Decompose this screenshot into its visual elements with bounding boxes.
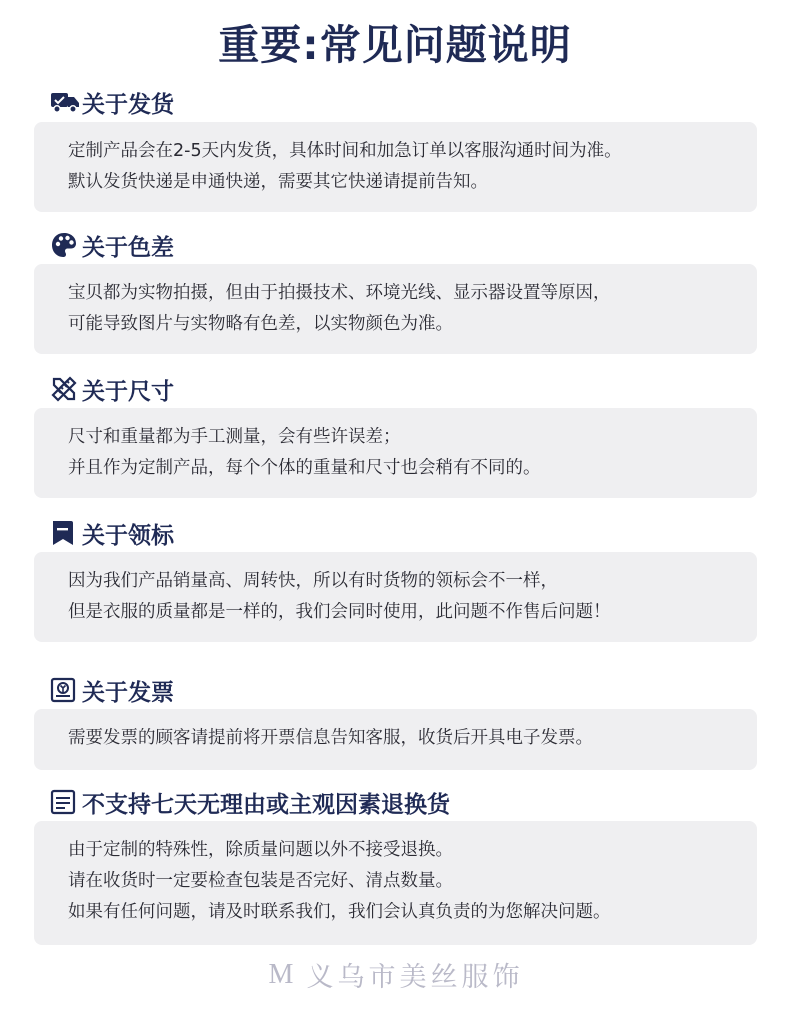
page-title: 重要:常见问题说明 xyxy=(218,21,572,69)
section-heading-returns xyxy=(50,787,450,817)
shop-name: 义乌市美丝服饰 xyxy=(306,961,524,993)
section-heading-label: 关于尺寸 xyxy=(82,378,174,405)
shop-logo xyxy=(267,959,299,989)
card-line: 如果有任何问题，请及时联系我们，我们会认真负责的为您解决问题。 xyxy=(68,902,611,922)
section-heading-label: 关于发货 xyxy=(82,91,174,118)
card-line: 可能导致图片与实物略有色差，以实物颜色为准。 xyxy=(68,314,453,334)
label-tag-icon xyxy=(50,519,82,547)
card-line: 因为我们产品销量高、周转快，所以有时货物的领标会不一样， xyxy=(68,571,558,591)
section-heading-label: 关于色差 xyxy=(82,234,174,261)
footer-watermark xyxy=(0,952,790,996)
card-line: 由于定制的特殊性，除质量问题以外不接受退换。 xyxy=(68,840,453,860)
section-heading-color xyxy=(50,230,174,260)
section-card-shipping xyxy=(34,122,757,212)
section-heading-label-tag xyxy=(50,518,174,548)
truck-icon xyxy=(50,88,82,116)
section-heading-label: 关于领标 xyxy=(82,522,174,549)
card-line: 并且作为定制产品，每个个体的重量和尺寸也会稍有不同的。 xyxy=(68,458,541,478)
card-line: 宝贝都为实物拍摄，但由于拍摄技术、环境光线、显示器设置等原因， xyxy=(68,283,611,303)
invoice-icon xyxy=(50,676,82,704)
section-heading-invoice xyxy=(50,675,174,705)
section-heading-label: 不支持七天无理由或主观因素退换货 xyxy=(82,791,450,818)
section-heading-shipping xyxy=(50,87,174,117)
ruler-pencil-icon xyxy=(50,375,82,403)
shop-logo-letter: M xyxy=(268,959,297,989)
section-card-color xyxy=(34,264,757,354)
card-line: 尺寸和重量都为手工测量，会有些许误差； xyxy=(68,427,401,447)
card-line: 默认发货快递是申通快递，需要其它快递请提前告知。 xyxy=(68,172,488,192)
card-line: 请在收货时一定要检查包装是否完好、清点数量。 xyxy=(68,871,453,891)
card-line: 但是衣服的质量都是一样的，我们会同时使用，此问题不作售后问题！ xyxy=(68,602,611,622)
card-line: 需要发票的顾客请提前将开票信息告知客服，收货后开具电子发票。 xyxy=(68,728,593,748)
section-card-invoice xyxy=(34,709,757,770)
receipt-list-icon xyxy=(50,788,82,816)
section-card-label xyxy=(34,552,757,642)
palette-icon xyxy=(50,231,82,259)
card-line: 定制产品会在2-5天内发货，具体时间和加急订单以客服沟通时间为准。 xyxy=(68,141,622,161)
section-card-returns xyxy=(34,821,757,945)
section-card-size xyxy=(34,408,757,498)
section-heading-size xyxy=(50,374,174,404)
section-heading-label: 关于发票 xyxy=(82,679,174,706)
